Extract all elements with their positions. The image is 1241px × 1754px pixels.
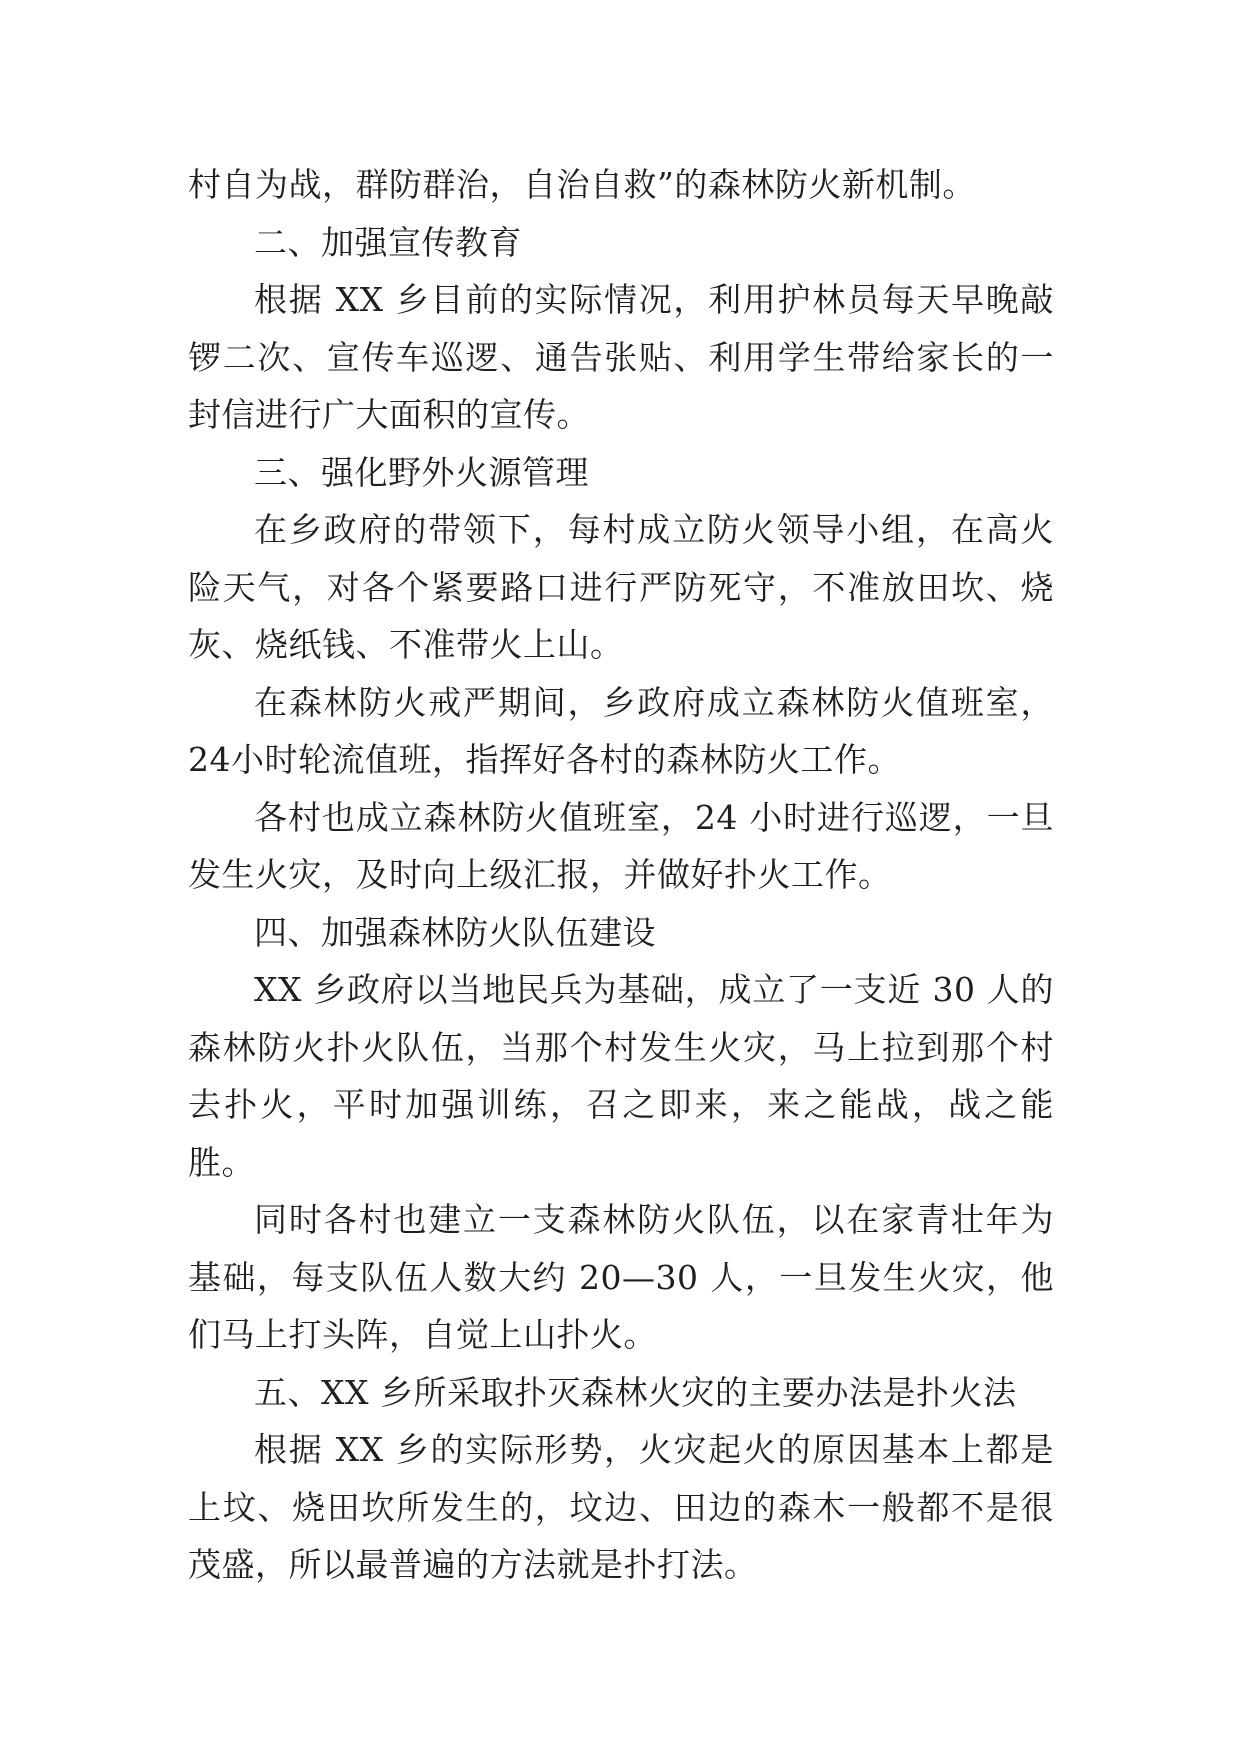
paragraph-continuation: 村自为战，群防群治，自治自救”的森林防火新机制。 xyxy=(188,165,976,204)
paragraph: 在乡政府的带领下，每村成立防火领导小组，在高火险天气，对各个紧要路口进行严防死守，不准放田坎、烧灰、烧纸钱、不准带火上山。 xyxy=(188,510,1054,664)
paragraph: 根据 XX 乡目前的实际情况，利用护林员每天早晚敲锣二次、宣传车巡逻、通告张贴、利用学生带给家长的一封信进行广大面积的宣传。 xyxy=(188,280,1054,434)
paragraph: XX 乡政府以当地民兵为基础，成立了一支近 30 人的森林防火扑火队伍，当那个村发生火灾，马上拉到那个村去扑火，平时加强训练，召之即来，来之能战，战之能胜。 xyxy=(188,970,1054,1182)
section-heading-2: 二、加强宣传教育 xyxy=(254,222,522,262)
section-heading-3: 三、强化野外火源管理 xyxy=(254,452,589,492)
paragraph: 同时各村也建立一支森林防火队伍，以在家青壮年为基础，每支队伍人数大约 20—30 人，一旦发生火灾，他们马上打头阵，自觉上山扑火。 xyxy=(188,1200,1054,1354)
paragraph: 在森林防火戒严期间，乡政府成立森林防火值班室，24小时轮流值班，指挥好各村的森林防火工作。 xyxy=(188,682,1054,779)
paragraph: 各村也成立森林防火值班室，24 小时进行巡逻，一旦发生火灾，及时向上级汇报，并做好扑火工作。 xyxy=(188,797,1054,894)
paragraph: 根据 XX 乡的实际形势，火灾起火的原因基本上都是上坟、烧田坎所发生的，坟边、田边的森木一般都不是很茂盛，所以最普遍的方法就是扑打法。 xyxy=(188,1430,1054,1584)
document-body xyxy=(188,156,1054,1594)
section-heading-4: 四、加强森林防火队伍建设 xyxy=(254,912,656,952)
section-heading-5: 五、XX 乡所采取扑灭森林火灾的主要办法是扑火法 xyxy=(254,1372,1017,1412)
